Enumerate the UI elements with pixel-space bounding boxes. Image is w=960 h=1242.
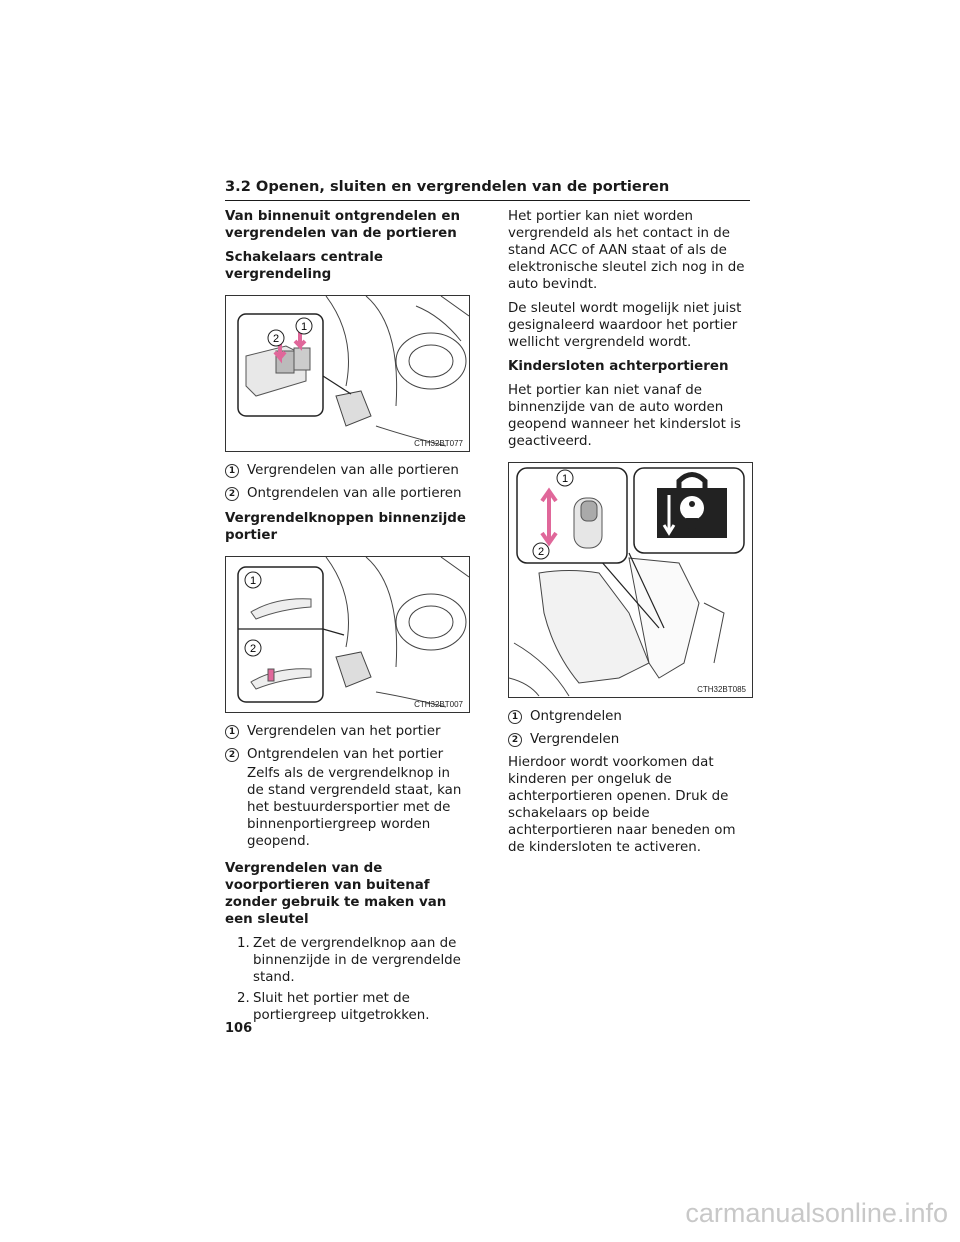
figure-code: CTH32BT085 [697,685,746,694]
step-number: 1. [237,936,250,951]
legend-text: Ontgrendelen van alle portieren [247,486,462,501]
step-text: Zet de vergrendelknop aan de binnenzijde in de vergrendelde stand. [253,936,461,985]
figure-code: CTH32BT077 [414,439,463,448]
legend-number: 2 [508,733,522,747]
heading-lock-without-key: Vergrendelen van de voorportieren van buitenaf zonder gebruik te maken van een sleutel [225,861,447,927]
heading-door-lock-knobs: Vergrendelknoppen binnenzijde portier [225,511,466,543]
legend-item [225,723,470,740]
legend-item [508,708,753,725]
fig1-callout-2: 2 [272,333,280,345]
legend-note: Zelfs als de vergrendelknop in de stand vergrendeld staat, kan het bestuurdersportier met de binnenportiergreep worden geopend. [247,766,462,849]
heading-unlock-inside: Van binnenuit ontgrendelen en vergrendelen van de portieren [225,209,460,241]
legend-number: 2 [225,487,239,501]
legend-item [225,485,470,502]
paragraph-key-detection: De sleutel wordt mogelijk niet juist gesignaleerd waardoor het portier wellicht vergrendeld wordt. [508,301,742,350]
right-column [508,208,753,863]
heading-child-locks: Kindersloten achterportieren [508,359,729,374]
figure-child-lock [508,462,753,698]
step-text: Sluit het portier met de portiergreep uitgetrokken. [253,991,430,1023]
legend-text: Vergrendelen van alle portieren [247,463,459,478]
legend-text: Vergrendelen van het portier [247,724,441,739]
door-knob-illustration [226,557,469,712]
figure-door-lock-knobs [225,556,470,713]
legend-item [225,462,470,479]
legend-text: Vergrendelen [530,732,620,747]
legend-number: 1 [225,725,239,739]
fig3-callout-2: 2 [537,546,545,558]
legend-item [508,731,753,748]
legend-number: 2 [225,748,239,762]
legend-item [225,746,470,850]
figure-central-lock-switches [225,295,470,452]
legend-number: 1 [225,464,239,478]
watermark: carmanualsonline.info [685,1198,948,1228]
dashboard-switch-illustration [226,296,469,451]
fig2-callout-2: 2 [249,643,257,655]
step-item [237,990,470,1024]
legend-text: Ontgrendelen van het portier [247,747,444,762]
paragraph-acc-warning: Het portier kan niet worden vergrendeld als het contact in de stand ACC of AAN staat of als de elektronische sleutel zich nog in de auto bevindt. [508,209,745,292]
child-lock-illustration [509,463,752,697]
paragraph-child-lock-info: Het portier kan niet vanaf de binnenzijde van de auto worden geopend wanneer het kinderslot is geactiveerd. [508,383,741,449]
legend-number: 1 [508,710,522,724]
legend-body [247,746,470,850]
fig1-callout-1: 1 [300,321,308,333]
fig2-callout-1: 1 [249,575,257,587]
legend-text: Ontgrendelen [530,709,622,724]
paragraph-child-lock-activate: Hierdoor wordt voorkomen dat kinderen per ongeluk de achterportieren openen. Druk de schakelaars op beide achterportieren naar beneden om de kindersloten te activeren. [508,755,736,855]
step-number: 2. [237,991,250,1006]
step-item [237,935,470,986]
figure-code: CTH32BT007 [414,700,463,709]
heading-central-lock-switches: Schakelaars centrale vergrendeling [225,250,383,282]
fig3-callout-1: 1 [561,473,569,485]
page-number: 106 [225,1021,253,1036]
section-header: 3.2 Openen, sluiten en vergrendelen van de portieren [225,178,750,201]
left-column [225,208,470,1028]
